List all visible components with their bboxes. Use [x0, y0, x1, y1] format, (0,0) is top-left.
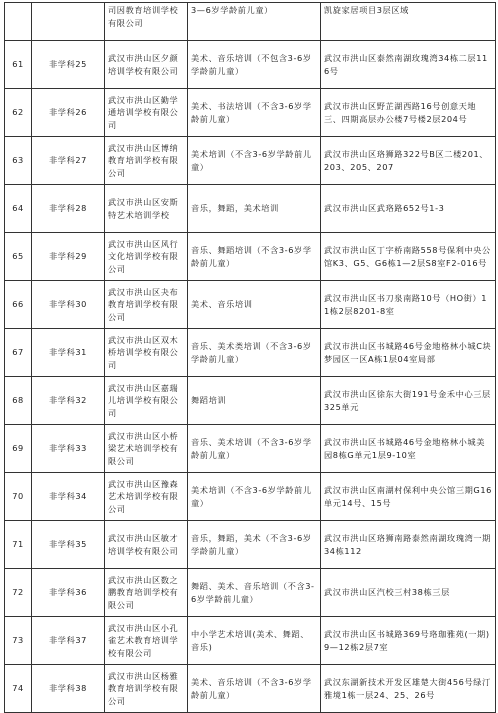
school-name-cell: 武汉市洪山区夕颜培训学校有限公司 — [105, 41, 188, 89]
school-name-cell: 武汉市洪山区夬布教育培训学校有限公司 — [105, 281, 188, 329]
category-code-cell: 非学科34 — [32, 473, 105, 521]
row-number-cell: 61 — [5, 41, 32, 89]
school-list-table — [4, 2, 496, 713]
school-name-cell: 武汉市洪山区豫森艺术培训学校有限公司 — [105, 473, 188, 521]
table-row — [5, 233, 496, 281]
row-number-cell: 63 — [5, 137, 32, 185]
category-code-cell — [32, 3, 105, 41]
table-row — [5, 281, 496, 329]
school-address-cell: 武汉东湖新技术开发区雄楚大街456号绿汀雅境1栋一层24、25、26号 — [321, 665, 496, 713]
training-scope-cell: 美术培训（不含3-6岁学龄前儿童） — [188, 137, 321, 185]
row-number-cell: 68 — [5, 377, 32, 425]
school-address-cell: 武汉市洪山区书刀泉南路10号（HO街）11栋2层8201-8室 — [321, 281, 496, 329]
school-address-cell: 武汉市洪山区书城路46号金地格林小城C块梦园区一区A栋1层04室局部 — [321, 329, 496, 377]
category-code-cell: 非学科29 — [32, 233, 105, 281]
training-scope-cell: 美术、音乐培训（不含3-6岁学龄前儿童） — [188, 665, 321, 713]
school-address-cell: 武汉市洪山区野芷湖西路16号创意天地三、四期高层办公楼7号楼2层204号 — [321, 89, 496, 137]
training-scope-cell: 音乐、美术类培训（不含3-6岁学龄前儿童） — [188, 329, 321, 377]
row-number-cell: 74 — [5, 665, 32, 713]
row-number-cell: 62 — [5, 89, 32, 137]
school-name-cell: 武汉市洪山区小桥梁艺术培训学校有限公司 — [105, 425, 188, 473]
row-number-cell: 69 — [5, 425, 32, 473]
row-number-cell: 66 — [5, 281, 32, 329]
table-row — [5, 617, 496, 665]
row-number-cell: 65 — [5, 233, 32, 281]
school-address-cell: 武汉市洪山区珞狮路322号B区二楼201、203、205、207 — [321, 137, 496, 185]
school-name-cell: 武汉市洪山区博纳教育培训学校有限公司 — [105, 137, 188, 185]
table-row — [5, 665, 496, 713]
category-code-cell: 非学科35 — [32, 521, 105, 569]
school-address-cell: 武汉市洪山区丁字桥南路558号保利中央公馆K3、G5、G6栋1—2层S8室F2-016号 — [321, 233, 496, 281]
table-body — [5, 3, 496, 713]
row-number-cell: 67 — [5, 329, 32, 377]
school-address-cell: 武汉市洪山区泰然南湖玫瑰湾34栋二层116号 — [321, 41, 496, 89]
school-address-cell: 武汉市洪山区书城路46号金地格林小城美园8栋G单元1层9-10室 — [321, 425, 496, 473]
training-scope-cell: 美术、音乐培训 — [188, 281, 321, 329]
training-scope-cell: 3—6岁学龄前儿童） — [188, 3, 321, 41]
training-scope-cell: 音乐、舞蹈培训（不含3-6岁学龄前儿童） — [188, 233, 321, 281]
row-number-cell: 72 — [5, 569, 32, 617]
category-code-cell: 非学科25 — [32, 41, 105, 89]
school-name-cell: 武汉市洪山区嘉瑞儿培训学校有限公司 — [105, 377, 188, 425]
table-row — [5, 329, 496, 377]
school-name-cell: 武汉市洪山区勤学通培训学校有限公司 — [105, 89, 188, 137]
category-code-cell: 非学科27 — [32, 137, 105, 185]
training-scope-cell: 舞蹈、美术、音乐培训（不含3-6岁学龄前儿童） — [188, 569, 321, 617]
table-row — [5, 377, 496, 425]
category-code-cell: 非学科37 — [32, 617, 105, 665]
school-address-cell: 武汉市洪山区徐东大街191号金禾中心三层325单元 — [321, 377, 496, 425]
school-address-cell: 武汉市洪山区南湖村保利中央公馆三期G16单元14号、15号 — [321, 473, 496, 521]
category-code-cell: 非学科28 — [32, 185, 105, 233]
school-address-cell: 武汉市洪山区武珞路652号1-3 — [321, 185, 496, 233]
category-code-cell: 非学科26 — [32, 89, 105, 137]
school-address-cell: 武汉市洪山区珞狮南路泰然南湖玫瑰湾一期34栋112 — [321, 521, 496, 569]
row-number-cell: 71 — [5, 521, 32, 569]
row-number-cell: 64 — [5, 185, 32, 233]
training-scope-cell: 舞蹈培训 — [188, 377, 321, 425]
row-number-cell: 70 — [5, 473, 32, 521]
row-number-cell: 73 — [5, 617, 32, 665]
school-address-cell: 凯旋家居项目3层区域 — [321, 3, 496, 41]
row-number-cell — [5, 3, 32, 41]
table-row — [5, 425, 496, 473]
school-name-cell: 武汉市洪山区风行文化培训学校有限公司 — [105, 233, 188, 281]
training-scope-cell: 美术、书法培训（不含3-6岁学龄前儿童） — [188, 89, 321, 137]
category-code-cell: 非学科30 — [32, 281, 105, 329]
training-scope-cell: 美术、音乐培训（不包含3-6岁学龄前儿童） — [188, 41, 321, 89]
school-name-cell: 武汉市洪山区小孔雀艺术教育培训学校有限公司 — [105, 617, 188, 665]
category-code-cell: 非学科36 — [32, 569, 105, 617]
school-name-cell: 武汉市洪山区数之鹏教育培训学校有限公司 — [105, 569, 188, 617]
category-code-cell: 非学科32 — [32, 377, 105, 425]
school-name-cell: 武汉市洪山区双木桥培训学校有限公司 — [105, 329, 188, 377]
table-row-partial — [5, 3, 496, 41]
school-name-cell: 武汉市洪山区敏才培训学校有限公司 — [105, 521, 188, 569]
table-row — [5, 41, 496, 89]
table-row — [5, 521, 496, 569]
category-code-cell: 非学科38 — [32, 665, 105, 713]
category-code-cell: 非学科31 — [32, 329, 105, 377]
school-address-cell: 武汉市洪山区汽校三村38栋三层 — [321, 569, 496, 617]
school-address-cell: 武汉市洪山区书城路369号珞珈雅苑(一期)9—12栋2层7室 — [321, 617, 496, 665]
category-code-cell: 非学科33 — [32, 425, 105, 473]
training-scope-cell: 音乐，舞蹈，美术培训 — [188, 185, 321, 233]
training-scope-cell: 音乐、美术培训（不含3-6岁学龄前儿童） — [188, 425, 321, 473]
table-row — [5, 473, 496, 521]
training-scope-cell: 中小学艺术培训(美术、舞蹈、音乐) — [188, 617, 321, 665]
school-name-cell: 武汉市洪山区杨雅教育培训学校有限公司 — [105, 665, 188, 713]
school-name-cell: 司因教育培训学校有限公司 — [105, 3, 188, 41]
table-row — [5, 89, 496, 137]
table-row — [5, 137, 496, 185]
training-scope-cell: 音乐，舞蹈，美术（不含3-6岁学龄前儿童） — [188, 521, 321, 569]
training-scope-cell: 美术培训（不含3-6岁学龄前儿童） — [188, 473, 321, 521]
table-row — [5, 185, 496, 233]
school-name-cell: 武汉市洪山区安斯特艺术培训学校 — [105, 185, 188, 233]
table-row — [5, 569, 496, 617]
